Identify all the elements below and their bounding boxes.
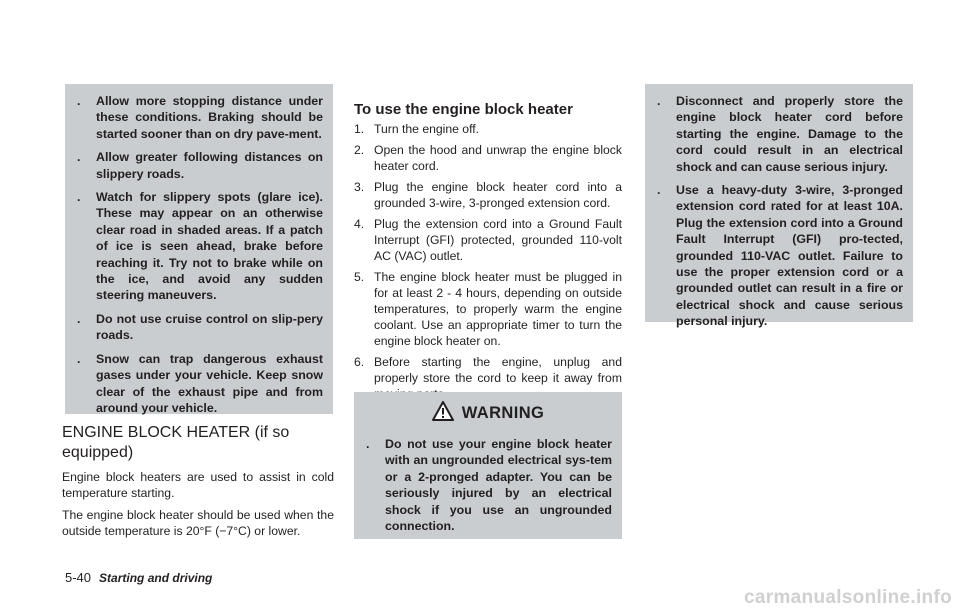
section-heading: ENGINE BLOCK HEATER (if so equipped) [62, 424, 290, 461]
bullet-dot: . [366, 437, 370, 451]
list-item: . Use a heavy-duty 3-wire, 3-pronged extension cord rated for at least 10A. Plug the extension cord into a Ground Fault Interrupt (GFI) pro-tected, grounded 110-VAC outlet. Failure to use the proper extension cord or a grounded outlet can result in a fire or electrical shock and cause serious personal injury. [657, 183, 903, 329]
list-item: . Allow greater following distances on slippery roads. [77, 150, 323, 181]
engine-block-heater-section [62, 423, 334, 545]
page-number: 5-40 [65, 570, 92, 585]
list-item: . Snow can trap dangerous exhaust gases under your vehicle. Keep snow clear of the exhaust pipe and from around your vehicle. [77, 351, 323, 415]
list-item: . Do not use cruise control on slip-pery roads. [77, 311, 323, 343]
bullet-dot: . [77, 311, 81, 326]
list-item: 6. Before starting the engine, unplug and properly store the cord to keep it away from [354, 355, 622, 385]
footer-title: Starting and driving [99, 571, 213, 585]
bullet-dot: . [77, 351, 81, 366]
warning-triangle-icon [432, 401, 454, 426]
right-bullet-list [645, 84, 913, 330]
bullet-dot: . [657, 94, 661, 108]
procedure-section [354, 86, 622, 407]
page-footer [65, 570, 212, 585]
bullet-dot: . [77, 150, 81, 165]
subsection-heading: To use the engine block heater [354, 101, 573, 118]
paragraph: Engine block heaters are used to assist in cold temperature starting. [62, 470, 334, 500]
bullet-dot: . [657, 183, 661, 198]
right-caution-box [645, 84, 913, 329]
paragraph: The engine block heater should be used when the outside temperature is 20°F (−7°C) or lower. [62, 508, 334, 538]
warning-bullet-list [354, 428, 622, 534]
steps-list [354, 121, 622, 402]
list-item: . Allow more stopping distance under these conditions. Braking should be started sooner than on dry pave-ment. [77, 94, 323, 141]
warning-title: WARNING [461, 403, 545, 422]
warning-header [354, 398, 622, 428]
list-item: 3. Plug the engine block heater cord into a grounded 3-wire, 3-pronged extension cord. [354, 180, 622, 210]
bullet-dot: . [77, 190, 81, 205]
list-item: . Do not use your engine block heater with an ungrounded electrical sys-tem or a 2-pronged adapter. You can be seriously injured by an electrical shock if you use an ungrounded connection. [366, 437, 612, 534]
warning-box [354, 392, 622, 539]
list-item: . Disconnect and properly store the engine block heater cord before starting the engine. Damage to the cord could result in an electrical shock and can cause serious injury. [657, 94, 903, 174]
list-item: 2. Open the hood and unwrap the engine block heater cord. [354, 143, 622, 173]
list-item: 1. Turn the engine off. [354, 122, 480, 136]
bullet-dot: . [77, 94, 81, 108]
left-bullet-list [65, 84, 333, 416]
left-caution-box [65, 84, 333, 414]
list-item: 4. Plug the extension cord into a Ground Fault Interrupt (GFI) protected, grounded 110-volt AC (VAC) outlet. [354, 217, 622, 263]
list-item: 5. The engine block heater must be plugged in for at least 2 - 4 hours, depending on outside temperatures, to properly warm the engine coolant. Use an appropriate timer to turn the engine block heater on. [354, 270, 622, 348]
list-item: . Watch for slippery spots (glare ice). These may appear on an otherwise clear road in shaded areas. If a patch of ice is seen ahead, brake before reaching it. Try not to brake while on the ice, and avoid any sudden steering maneuvers. [77, 190, 323, 303]
watermark: carmanualsonline.info [744, 587, 952, 608]
